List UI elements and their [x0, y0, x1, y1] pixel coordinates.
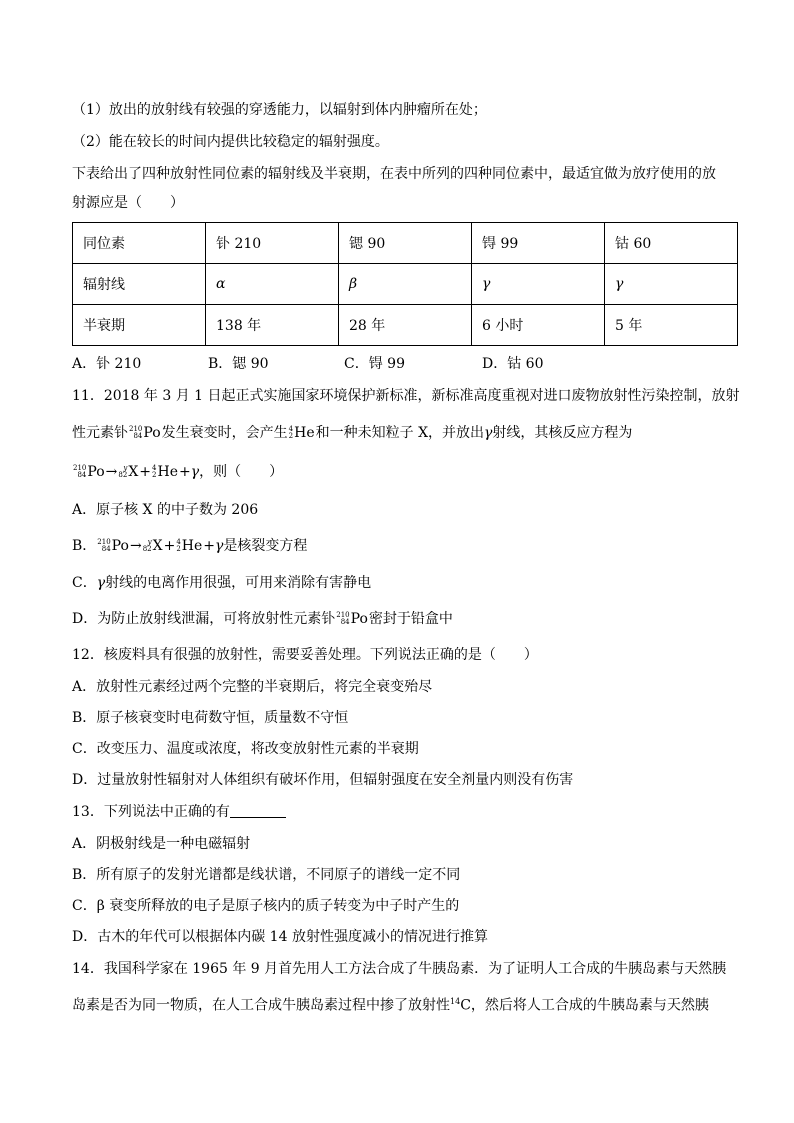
- answer-blank[interactable]: [230, 803, 286, 818]
- q10-stem-line2: 射源应是（ ）: [72, 195, 184, 211]
- q13-stem: 13．下列说法中正确的有: [72, 802, 286, 822]
- table-cell: 6 小时: [472, 305, 605, 346]
- table-cell: β: [339, 264, 472, 305]
- table-cell: γ: [605, 264, 738, 305]
- q12-option-d[interactable]: D．过量放射性辐射对人体组织有破坏作用，但辐射强度在安全剂量内则没有伤害: [72, 772, 574, 788]
- q12-option-a[interactable]: A．放射性元素经过两个完整的半衰期后，将完全衰变殆尽: [72, 679, 433, 695]
- table-cell: 5 年: [605, 305, 738, 346]
- table-row: [73, 305, 738, 346]
- q11-stem-line1: 11．2018 年 3 月 1 日起正式实施国家环境保护新标准，新标准高度重视对进口废物放射性污染控制，放射: [72, 388, 740, 404]
- table-cell: 28 年: [339, 305, 472, 346]
- table-cell: γ: [472, 264, 605, 305]
- requirement-1: （1）放出的放射线有较强的穿透能力，以辐射到体内肿瘤所在处；: [72, 102, 487, 118]
- q13-option-b[interactable]: B．所有原子的发射光谱都是线状谱，不同原子的谱线一定不同: [72, 867, 461, 883]
- table-cell: α: [206, 264, 339, 305]
- q14-stem-line1: 14．我国科学家在 1965 年 9 月首先用人工方法合成了牛胰岛素．为了证明人工合成的牛胰岛素与天然胰: [72, 961, 727, 977]
- q12-option-c[interactable]: C．改变压力、温度或浓度，将改变放射性元素的半衰期: [72, 741, 419, 757]
- q12-stem: 12．核废料具有很强的放射性，需要妥善处理。下列说法正确的是（ ）: [72, 647, 538, 663]
- q13-option-c[interactable]: C．β 衰变所释放的电子是原子核内的质子转变为中子时产生的: [72, 898, 460, 914]
- q11-stem-line2: 性元素钋 210 84 Po 发生衰变时，会产生 4 2 He 和一种未知粒子 X，并放出γ射线，其核反应方程为: [72, 425, 633, 441]
- table-cell: 锶 90: [339, 223, 472, 264]
- table-row: [73, 264, 738, 305]
- table-cell: 138 年: [206, 305, 339, 346]
- q11-option-c[interactable]: C．γ射线的电离作用很强，可用来消除有害静电: [72, 575, 372, 591]
- q12-option-b[interactable]: B．原子核衰变时电荷数守恒，质量数不守恒: [72, 710, 349, 726]
- po-nuclide: 210 84 Po: [129, 425, 161, 441]
- he-nuclide: 4 2 He: [288, 425, 315, 441]
- q10-option-d[interactable]: D．钴 60: [482, 356, 544, 372]
- q11-option-a[interactable]: A．原子核 X 的中子数为 206: [72, 502, 259, 518]
- table-cell: 钴 60: [605, 223, 738, 264]
- q13-option-d[interactable]: D．古木的年代可以根据体内碳 14 放射性强度减小的情况进行推算: [72, 929, 488, 945]
- requirement-2: （2）能在较长的时间内提供比较稳定的辐射强度。: [72, 134, 389, 150]
- table-cell: 钋 210: [206, 223, 339, 264]
- q11-equation: 210 84 Po → y 82 X + 4 2 He +γ，则（ ）: [73, 464, 284, 480]
- table-cell: 辐射线: [73, 264, 206, 305]
- q10-stem-line1: 下表给出了四种放射性同位素的辐射线及半衰期，在表中所列的四种同位素中，最适宜做为放疗使用的放: [72, 166, 716, 182]
- table-row: [73, 223, 738, 264]
- q11-option-b[interactable]: B． 210 84 Po → y 82 X + 4 2 He +γ是核裂变方程: [72, 538, 308, 554]
- q13-option-a[interactable]: A．阴极射线是一种电磁辐射: [72, 836, 251, 852]
- table-cell: 锝 99: [472, 223, 605, 264]
- isotope-table: [72, 222, 738, 346]
- q11-option-d[interactable]: D．为防止放射线泄漏，可将放射性元素钋 210 84 Po 密封于铅盒中: [72, 611, 453, 627]
- q10-option-c[interactable]: C．锝 99: [344, 356, 405, 372]
- q10-option-b[interactable]: B．锶 90: [208, 356, 269, 372]
- q14-stem-line2: 岛素是否为同一物质，在人工合成牛胰岛素过程中掺了放射性$^{14}$C，然后将人工合成的牛胰岛素与天然胰: [72, 997, 709, 1014]
- q10-options: [72, 354, 592, 374]
- q10-option-a[interactable]: A．钋 210: [72, 356, 142, 372]
- table-cell: 半衰期: [73, 305, 206, 346]
- table-cell: 同位素: [73, 223, 206, 264]
